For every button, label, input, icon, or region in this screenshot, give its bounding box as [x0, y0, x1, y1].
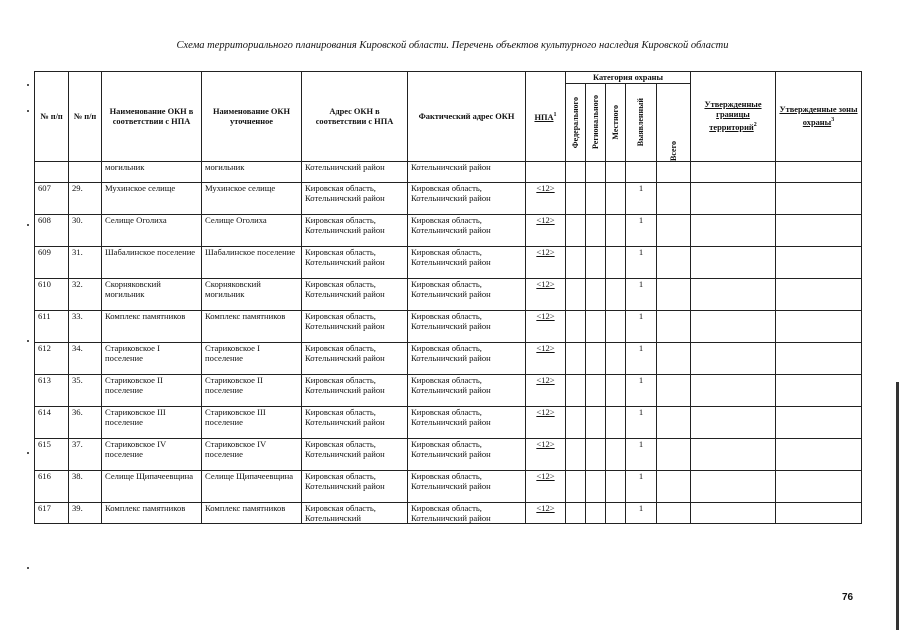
cell-n1: 612 — [35, 343, 69, 375]
cell-federal — [566, 183, 586, 215]
cell-name-clarified: Комплекс памятников — [202, 311, 302, 343]
cell-name-clarified: Стариковское I поселение — [202, 343, 302, 375]
cell-boundaries — [691, 311, 776, 343]
cell-address-actual: Кировская область, Котельничский район — [408, 471, 526, 503]
cell-name-npa: Селище Оголиха — [102, 215, 202, 247]
cell-local — [606, 183, 626, 215]
cell-zones — [776, 471, 862, 503]
cell-boundaries — [691, 471, 776, 503]
cell-n2: 33. — [69, 311, 102, 343]
cell-n2: 37. — [69, 439, 102, 471]
header-cat-local: Местного — [606, 84, 626, 162]
cell-address-actual: Кировская область, Котельничский район — [408, 311, 526, 343]
cell-identified: 1 — [626, 215, 657, 247]
cell-name-clarified: Стариковское II поселение — [202, 375, 302, 407]
cell-address-npa: Кировская область, Котельничский район — [302, 247, 408, 279]
cell-regional — [586, 279, 606, 311]
cell-zones — [776, 215, 862, 247]
cell-n1: 610 — [35, 279, 69, 311]
cell-zones — [776, 162, 862, 183]
cell-identified: 1 — [626, 503, 657, 524]
cell-local — [606, 343, 626, 375]
cell-npa: <12> — [526, 343, 566, 375]
cell-name-npa: Мухинское селище — [102, 183, 202, 215]
cell-total — [657, 439, 691, 471]
cell-zones — [776, 279, 862, 311]
cell-address-actual: Кировская область, Котельничский район — [408, 247, 526, 279]
cell-npa: <12> — [526, 503, 566, 524]
table-row — [35, 471, 862, 503]
cell-boundaries — [691, 247, 776, 279]
cell-name-clarified: Селище Щипачеевщина — [202, 471, 302, 503]
cell-npa: <12> — [526, 439, 566, 471]
cell-local — [606, 407, 626, 439]
cell-local — [606, 471, 626, 503]
header-cat-identified: Выявленный — [626, 84, 657, 162]
cell-address-npa: Кировская область, Котельничский район — [302, 471, 408, 503]
cell-total — [657, 247, 691, 279]
cell-local — [606, 503, 626, 524]
cell-n1: 617 — [35, 503, 69, 524]
cell-address-actual: Кировская область, Котельничский район — [408, 343, 526, 375]
cell-federal — [566, 162, 586, 183]
cell-regional — [586, 375, 606, 407]
cell-federal — [566, 343, 586, 375]
cell-regional — [586, 215, 606, 247]
cell-n1: 609 — [35, 247, 69, 279]
header-num1: № п/п — [35, 72, 69, 162]
cell-local — [606, 215, 626, 247]
cell-name-clarified: Комплекс памятников — [202, 503, 302, 524]
header-cat-total: Всего — [657, 84, 691, 162]
cell-boundaries — [691, 407, 776, 439]
cell-name-clarified: Стариковское IV поселение — [202, 439, 302, 471]
cell-boundaries — [691, 503, 776, 524]
cell-local — [606, 162, 626, 183]
cell-n1: 608 — [35, 215, 69, 247]
cell-boundaries — [691, 215, 776, 247]
cell-identified: 1 — [626, 183, 657, 215]
table-row — [35, 247, 862, 279]
cell-identified — [626, 162, 657, 183]
page-number: 76 — [842, 592, 854, 603]
cell-identified: 1 — [626, 439, 657, 471]
cell-identified: 1 — [626, 343, 657, 375]
cell-address-actual: Котельничский район — [408, 162, 526, 183]
cell-n2: 34. — [69, 343, 102, 375]
cell-regional — [586, 343, 606, 375]
cell-address-actual: Кировская область, Котельничский район — [408, 439, 526, 471]
cell-name-npa: Стариковское I поселение — [102, 343, 202, 375]
cell-local — [606, 247, 626, 279]
cell-address-actual: Кировская область, Котельничский район — [408, 375, 526, 407]
cell-federal — [566, 503, 586, 524]
cell-npa: <12> — [526, 471, 566, 503]
cell-npa: <12> — [526, 375, 566, 407]
heritage-objects-table — [34, 71, 862, 524]
cell-local — [606, 439, 626, 471]
cell-n2 — [69, 162, 102, 183]
cell-local — [606, 311, 626, 343]
cell-n1: 615 — [35, 439, 69, 471]
cell-n2: 30. — [69, 215, 102, 247]
header-category-group: Категория охраны — [566, 72, 691, 84]
scan-speck — [27, 567, 29, 569]
cell-address-actual: Кировская область, Котельничский район — [408, 215, 526, 247]
cell-npa: <12> — [526, 183, 566, 215]
cell-identified: 1 — [626, 375, 657, 407]
cell-zones — [776, 375, 862, 407]
cell-name-npa: Стариковское IV поселение — [102, 439, 202, 471]
scan-speck — [27, 224, 29, 226]
cell-name-clarified: могильник — [202, 162, 302, 183]
cell-total — [657, 215, 691, 247]
scan-speck — [27, 84, 29, 86]
cell-n2: 38. — [69, 471, 102, 503]
cell-address-npa: Кировская область, Котельничский район — [302, 311, 408, 343]
cell-zones — [776, 503, 862, 524]
cell-n1: 611 — [35, 311, 69, 343]
cell-n1: 613 — [35, 375, 69, 407]
cell-name-npa: Селище Щипачеевщина — [102, 471, 202, 503]
cell-federal — [566, 247, 586, 279]
cell-identified: 1 — [626, 471, 657, 503]
cell-address-npa: Кировская область, Котельничский район — [302, 439, 408, 471]
cell-address-npa: Кировская область, Котельничский район — [302, 279, 408, 311]
document-title: Схема территориального планирования Кировской области. Перечень объектов культурного наследия Кировской области — [176, 40, 729, 51]
cell-federal — [566, 311, 586, 343]
cell-n2: 35. — [69, 375, 102, 407]
table-row — [35, 311, 862, 343]
cell-npa: <12> — [526, 279, 566, 311]
cell-name-npa: Комплекс памятников — [102, 311, 202, 343]
header-address-actual: Фактический адрес ОКН — [408, 72, 526, 162]
cell-name-clarified: Мухинское селище — [202, 183, 302, 215]
header-cat-regional: Регионального — [586, 84, 606, 162]
cell-name-clarified: Селище Оголиха — [202, 215, 302, 247]
cell-zones — [776, 247, 862, 279]
table-row — [35, 503, 862, 524]
header-cat-federal: Федерального — [566, 84, 586, 162]
cell-npa: <12> — [526, 247, 566, 279]
cell-regional — [586, 407, 606, 439]
header-name-clarified: Наименование ОКН уточненное — [202, 72, 302, 162]
cell-name-npa: могильник — [102, 162, 202, 183]
cell-n2: 31. — [69, 247, 102, 279]
cell-total — [657, 311, 691, 343]
cell-boundaries — [691, 343, 776, 375]
cell-n1: 614 — [35, 407, 69, 439]
cell-n2: 29. — [69, 183, 102, 215]
cell-address-actual: Кировская область, Котельничский район — [408, 279, 526, 311]
cell-regional — [586, 247, 606, 279]
cell-local — [606, 279, 626, 311]
cell-local — [606, 375, 626, 407]
cell-address-npa: Кировская область, Котельничский район — [302, 183, 408, 215]
cell-regional — [586, 439, 606, 471]
cell-boundaries — [691, 375, 776, 407]
cell-federal — [566, 439, 586, 471]
header-npa: НПА$^1$ — [526, 72, 566, 162]
cell-address-npa: Котельничский район — [302, 162, 408, 183]
table-row — [35, 407, 862, 439]
scan-speck — [27, 340, 29, 342]
cell-total — [657, 343, 691, 375]
cell-address-npa: Кировская область, Котельничский район — [302, 343, 408, 375]
cell-name-npa: Комплекс памятников — [102, 503, 202, 524]
cell-regional — [586, 162, 606, 183]
cell-n1 — [35, 162, 69, 183]
cell-regional — [586, 503, 606, 524]
cell-npa: <12> — [526, 407, 566, 439]
cell-federal — [566, 407, 586, 439]
cell-address-npa: Кировская область, Котельничский — [302, 503, 408, 524]
table-row-continuation — [35, 162, 862, 183]
cell-federal — [566, 471, 586, 503]
cell-boundaries — [691, 439, 776, 471]
table-row — [35, 183, 862, 215]
header-name-npa: Наименование ОКН в соответствии с НПА — [102, 72, 202, 162]
cell-zones — [776, 439, 862, 471]
cell-total — [657, 375, 691, 407]
table-row — [35, 279, 862, 311]
cell-total — [657, 471, 691, 503]
cell-address-npa: Кировская область, Котельничский район — [302, 407, 408, 439]
cell-name-npa: Скорняковский могильник — [102, 279, 202, 311]
table-row — [35, 375, 862, 407]
cell-total — [657, 183, 691, 215]
header-approved-boundaries: Утвержденные границы территорий$^2$ — [691, 72, 776, 162]
cell-total — [657, 162, 691, 183]
table-row — [35, 215, 862, 247]
cell-n1: 616 — [35, 471, 69, 503]
cell-n2: 32. — [69, 279, 102, 311]
cell-zones — [776, 343, 862, 375]
cell-total — [657, 503, 691, 524]
cell-total — [657, 407, 691, 439]
cell-federal — [566, 215, 586, 247]
cell-npa: <12> — [526, 311, 566, 343]
scan-edge-mark — [896, 382, 899, 630]
cell-npa: <12> — [526, 215, 566, 247]
cell-regional — [586, 471, 606, 503]
header-approved-zones: Утвержденные зоны охраны$^3$ — [776, 72, 862, 162]
cell-boundaries — [691, 162, 776, 183]
cell-name-clarified: Шабалинское поселение — [202, 247, 302, 279]
cell-n2: 36. — [69, 407, 102, 439]
table-row — [35, 439, 862, 471]
cell-address-npa: Кировская область, Котельничский район — [302, 215, 408, 247]
cell-n1: 607 — [35, 183, 69, 215]
cell-name-npa: Стариковское III поселение — [102, 407, 202, 439]
header-num2: № п/п — [69, 72, 102, 162]
cell-boundaries — [691, 279, 776, 311]
cell-identified: 1 — [626, 407, 657, 439]
cell-identified: 1 — [626, 279, 657, 311]
cell-identified: 1 — [626, 247, 657, 279]
cell-address-actual: Кировская область, Котельничский район — [408, 503, 526, 524]
cell-zones — [776, 311, 862, 343]
cell-federal — [566, 375, 586, 407]
cell-federal — [566, 279, 586, 311]
cell-n2: 39. — [69, 503, 102, 524]
cell-name-clarified: Стариковское III поселение — [202, 407, 302, 439]
header-address-npa: Адрес ОКН в соответствии с НПА — [302, 72, 408, 162]
cell-name-npa: Стариковское II поселение — [102, 375, 202, 407]
cell-address-npa: Кировская область, Котельничский район — [302, 375, 408, 407]
table-row — [35, 343, 862, 375]
cell-total — [657, 279, 691, 311]
cell-name-clarified: Скорняковский могильник — [202, 279, 302, 311]
cell-identified: 1 — [626, 311, 657, 343]
cell-address-actual: Кировская область, Котельничский район — [408, 407, 526, 439]
cell-zones — [776, 407, 862, 439]
cell-boundaries — [691, 183, 776, 215]
cell-address-actual: Кировская область, Котельничский район — [408, 183, 526, 215]
cell-regional — [586, 311, 606, 343]
cell-zones — [776, 183, 862, 215]
scan-speck — [27, 110, 29, 112]
cell-npa — [526, 162, 566, 183]
cell-regional — [586, 183, 606, 215]
scan-speck — [27, 452, 29, 454]
cell-name-npa: Шабалинское поселение — [102, 247, 202, 279]
